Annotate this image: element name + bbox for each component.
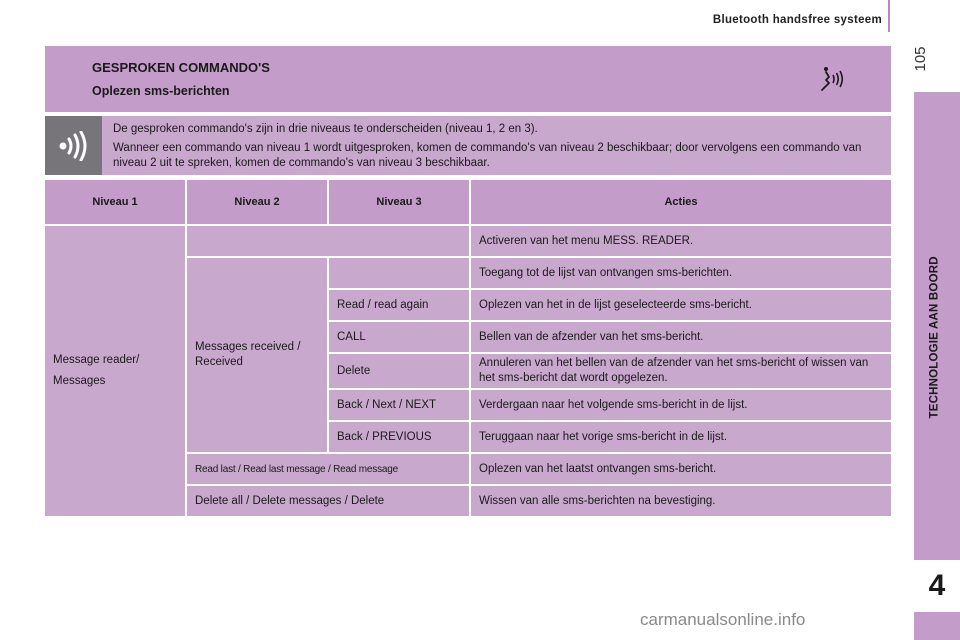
level2-line: Received: [195, 356, 243, 368]
intro-paragraph: Wanneer een commando van niveau 1 wordt uitgesproken, komen de commando's van niveau 2 beschikbaar; door vervolgens een commando van niveau 2 uit te spreken, komen de commando's van niveau 3 beschikbaar.: [113, 142, 862, 169]
speaker-sound-icon: [56, 131, 92, 161]
section-subtitle: Oplezen sms-berichten: [92, 84, 230, 98]
level3-cell: Back / PREVIOUS: [329, 422, 471, 454]
level1-line: Message reader/: [53, 354, 140, 366]
page-number: 105: [911, 46, 929, 72]
level3-cell: Back / Next / NEXT: [329, 390, 471, 422]
action-cell: Toegang tot de lijst van ontvangen sms-berichten.: [471, 258, 891, 290]
level2-line: Messages received /: [195, 341, 301, 353]
level3-cell: Delete: [329, 354, 471, 390]
action-cell: Bellen van de afzender van het sms-bericht.: [471, 322, 891, 354]
table-row: [45, 226, 891, 258]
action-cell: Annuleren van het bellen van de afzender van het sms-bericht of wissen van het sms-bericht dat wordt opgelezen.: [471, 354, 891, 390]
empty-cell: [187, 226, 471, 258]
voice-command-icon: [817, 64, 845, 94]
action-cell: Verdergaan naar het volgende sms-bericht in de lijst.: [471, 390, 891, 422]
voice-command-table: [45, 180, 891, 518]
empty-cell: [329, 258, 471, 290]
level1-cell: [45, 226, 187, 518]
page-header-title: Bluetooth handsfree systeem: [712, 14, 882, 26]
intro-box: [45, 116, 891, 175]
level2-read-last-cell: Read last / Read last message / Read message: [187, 454, 471, 486]
level2-delete-all-cell: Delete all / Delete messages / Delete: [187, 486, 471, 518]
action-cell: Oplezen van het in de lijst geselecteerde sms-bericht.: [471, 290, 891, 322]
watermark: carmanualsonline.info: [640, 610, 806, 629]
action-cell: Teruggaan naar het vorige sms-bericht in de lijst.: [471, 422, 891, 454]
side-tab-label: TECHNOLOGIE AAN BOORD: [928, 256, 941, 419]
intro-paragraph: De gesproken commando's zijn in drie niveaus te onderscheiden (niveau 1, 2 en 3).: [113, 123, 538, 135]
section-title: GESPROKEN COMMANDO'S: [92, 60, 270, 75]
level3-cell: CALL: [329, 322, 471, 354]
action-cell: Wissen van alle sms-berichten na bevestiging.: [471, 486, 891, 518]
column-header-level2: Niveau 2: [187, 180, 329, 226]
column-header-level3: Niveau 3: [329, 180, 471, 226]
header-rule: [888, 0, 890, 32]
table-header-row: [45, 180, 891, 226]
action-cell: Activeren van het menu MESS. READER.: [471, 226, 891, 258]
section-title-box: [45, 46, 891, 112]
intro-text: [113, 122, 883, 175]
level1-line: Messages: [53, 375, 106, 387]
side-tab: [914, 92, 960, 640]
level2-received-cell: [187, 258, 329, 454]
column-header-level1: Niveau 1: [45, 180, 187, 226]
level3-cell: Read / read again: [329, 290, 471, 322]
intro-icon-box: [45, 116, 102, 175]
column-header-actions: Acties: [471, 180, 891, 226]
action-cell: Oplezen van het laatst ontvangen sms-bericht.: [471, 454, 891, 486]
chapter-number: 4: [914, 560, 960, 612]
